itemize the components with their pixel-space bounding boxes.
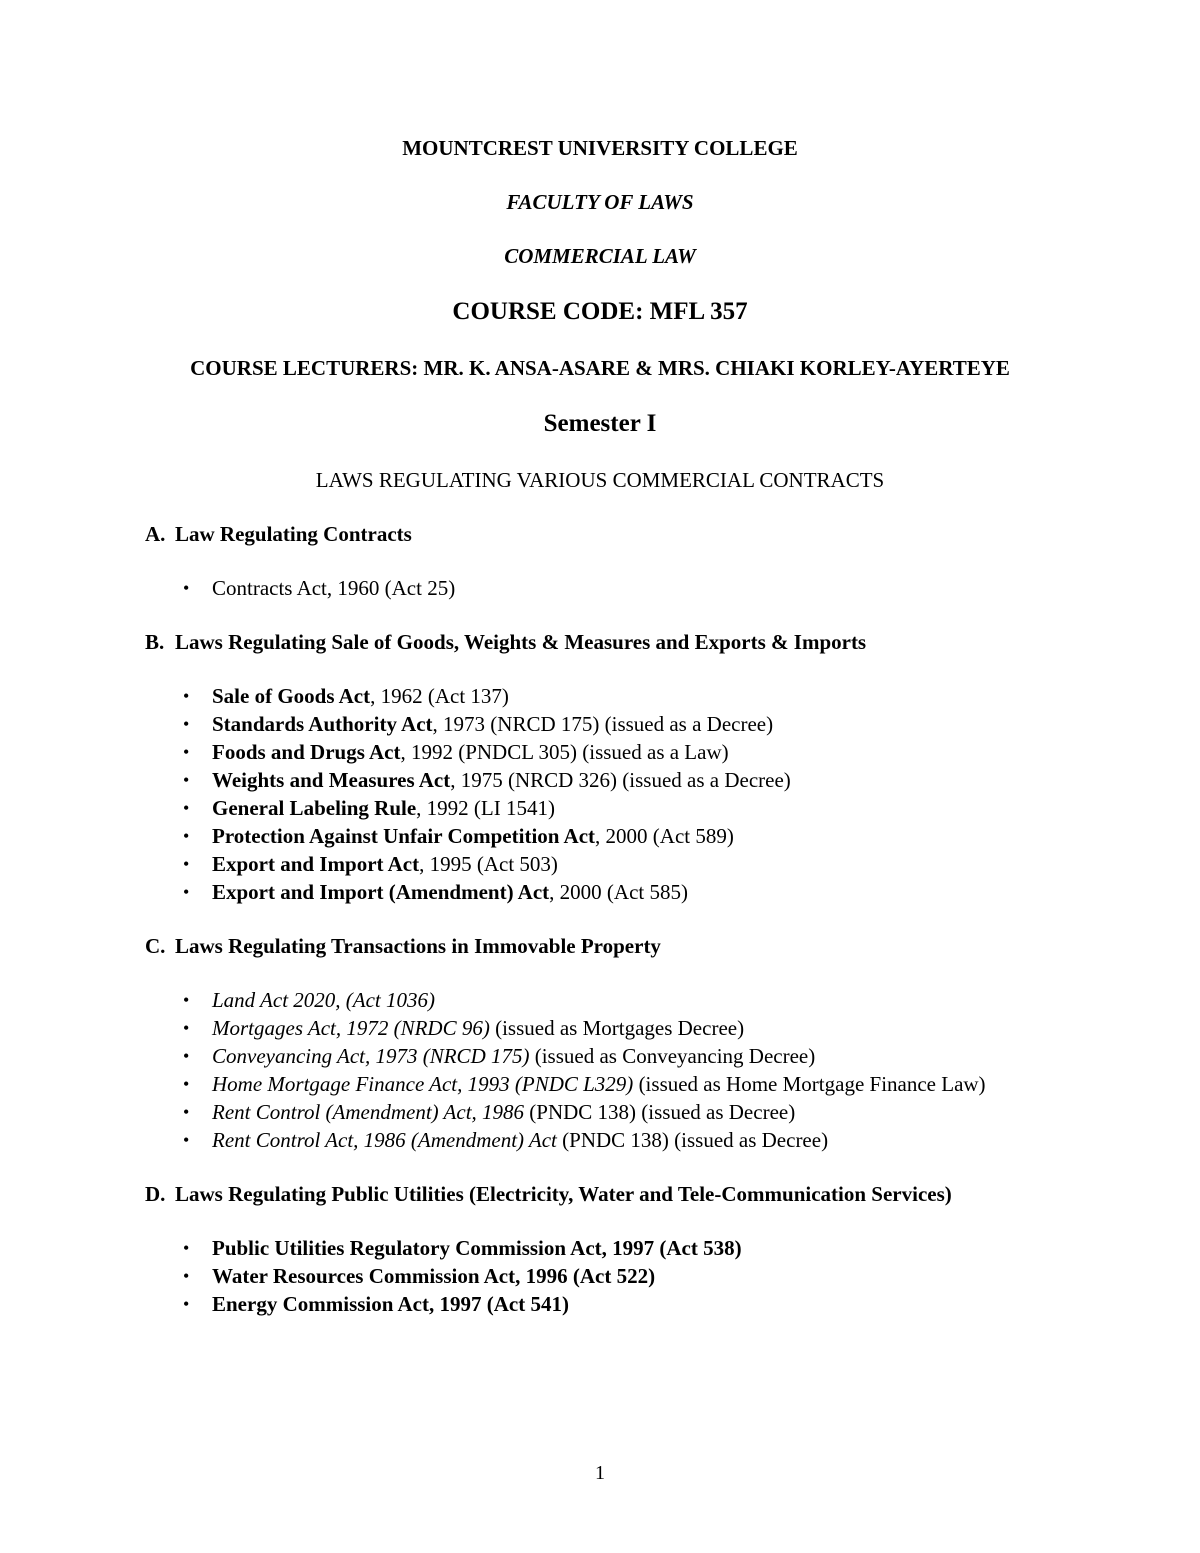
list-item xyxy=(145,1014,1055,1042)
bullet-icon: • xyxy=(183,1018,190,1038)
item-text: Sale of Goods Act xyxy=(212,684,371,708)
section-list xyxy=(145,986,1055,1154)
list-item xyxy=(145,682,1055,710)
item-text: Export and Import Act xyxy=(212,852,420,876)
bullet-icon: • xyxy=(183,1102,190,1122)
item-text: Mortgages Act, 1972 (NRDC 96) xyxy=(212,1016,490,1040)
bullet-icon: • xyxy=(183,826,190,846)
section-heading xyxy=(145,520,1055,548)
item-text: Land Act 2020, (Act 1036) xyxy=(212,988,436,1012)
header-line-0: MOUNTCREST UNIVERSITY COLLEGE xyxy=(402,136,798,160)
page-number: 1 xyxy=(595,1462,605,1484)
section-label: A. xyxy=(145,522,166,546)
section-heading xyxy=(145,1180,1055,1208)
item-text: Export and Import (Amendment) Act xyxy=(212,880,550,904)
bullet-icon: • xyxy=(183,1130,190,1150)
item-text: Energy Commission Act, 1997 (Act 541) xyxy=(212,1292,569,1316)
section-label: D. xyxy=(145,1182,166,1206)
item-text: Contracts Act, 1960 (Act 25) xyxy=(212,576,456,600)
bullet-icon: • xyxy=(183,770,190,790)
bullet-icon: • xyxy=(183,882,190,902)
section-label: B. xyxy=(145,630,165,654)
item-text: Rent Control Act, 1986 (Amendment) Act xyxy=(212,1128,557,1152)
section-d xyxy=(145,1180,1055,1318)
document-header xyxy=(145,134,1055,494)
header-line-6: LAWS REGULATING VARIOUS COMMERCIAL CONTRACTS xyxy=(315,468,885,492)
list-item xyxy=(145,986,1055,1014)
item-text: (issued as Home Mortgage Finance Law) xyxy=(633,1072,986,1096)
list-item xyxy=(145,766,1055,794)
header-line-3: COURSE CODE: MFL 357 xyxy=(452,298,748,325)
header-line-2: COMMERCIAL LAW xyxy=(504,244,696,268)
item-text: , 2000 (Act 585) xyxy=(549,880,688,904)
item-text: , 1975 (NRCD 326) (issued as a Decree) xyxy=(450,768,791,792)
bullet-icon: • xyxy=(183,798,190,818)
list-item xyxy=(145,1262,1055,1290)
item-text: , 1995 (Act 503) xyxy=(419,852,558,876)
item-text: Standards Authority Act xyxy=(212,712,433,736)
list-item xyxy=(145,1234,1055,1262)
item-text: (issued as Mortgages Decree) xyxy=(489,1016,745,1040)
section-title: Laws Regulating Transactions in Immovable Property xyxy=(175,934,661,958)
item-text: , 1962 (Act 137) xyxy=(370,684,509,708)
list-item xyxy=(145,1070,1055,1098)
bullet-icon: • xyxy=(183,990,190,1010)
section-a xyxy=(145,520,1055,602)
bullet-icon: • xyxy=(183,686,190,706)
list-item xyxy=(145,794,1055,822)
document-body xyxy=(145,520,1055,1318)
bullet-icon: • xyxy=(183,854,190,874)
item-text: (PNDC 138) (issued as Decree) xyxy=(524,1100,796,1124)
section-b xyxy=(145,628,1055,906)
bullet-icon: • xyxy=(183,1294,190,1314)
section-list xyxy=(145,682,1055,906)
item-text: Foods and Drugs Act xyxy=(212,740,401,764)
section-title: Laws Regulating Public Utilities (Electricity, Water and Tele-Communication Services) xyxy=(175,1182,952,1206)
item-text: (issued as Conveyancing Decree) xyxy=(529,1044,816,1068)
bullet-icon: • xyxy=(183,742,190,762)
item-text: , 1992 (LI 1541) xyxy=(416,796,555,820)
list-item xyxy=(145,710,1055,738)
list-item xyxy=(145,878,1055,906)
bullet-icon: • xyxy=(183,1238,190,1258)
item-text: Weights and Measures Act xyxy=(212,768,451,792)
item-text: , 1992 (PNDCL 305) (issued as a Law) xyxy=(400,740,729,764)
list-item xyxy=(145,1290,1055,1318)
list-item xyxy=(145,574,1055,602)
item-text: Public Utilities Regulatory Commission Act, 1997 (Act 538) xyxy=(212,1236,742,1260)
item-text: Water Resources Commission Act, 1996 (Act 522) xyxy=(212,1264,656,1288)
bullet-icon: • xyxy=(183,578,190,598)
section-heading xyxy=(145,932,1055,960)
bullet-icon: • xyxy=(183,1074,190,1094)
item-text: , 1973 (NRCD 175) (issued as a Decree) xyxy=(432,712,774,736)
header-line-1: FACULTY OF LAWS xyxy=(506,190,694,214)
list-item xyxy=(145,822,1055,850)
item-text: General Labeling Rule xyxy=(212,796,417,820)
list-item xyxy=(145,1098,1055,1126)
header-line-4: COURSE LECTURERS: MR. K. ANSA-ASARE & MRS. CHIAKI KORLEY-AYERTEYE xyxy=(190,356,1010,380)
item-text: Rent Control (Amendment) Act, 1986 xyxy=(212,1100,525,1124)
list-item xyxy=(145,738,1055,766)
list-item xyxy=(145,850,1055,878)
section-c xyxy=(145,932,1055,1154)
section-list xyxy=(145,574,1055,602)
item-text: , 2000 (Act 589) xyxy=(595,824,734,848)
list-item xyxy=(145,1042,1055,1070)
list-item xyxy=(145,1126,1055,1154)
section-label: C. xyxy=(145,934,166,958)
item-text: Home Mortgage Finance Act, 1993 (PNDC L329) xyxy=(212,1072,634,1096)
section-list xyxy=(145,1234,1055,1318)
section-title: Law Regulating Contracts xyxy=(175,522,412,546)
item-text: (PNDC 138) (issued as Decree) xyxy=(556,1128,829,1152)
bullet-icon: • xyxy=(183,1046,190,1066)
bullet-icon: • xyxy=(183,714,190,734)
section-title: Laws Regulating Sale of Goods, Weights & Measures and Exports & Imports xyxy=(175,630,867,654)
item-text: Conveyancing Act, 1973 (NRCD 175) xyxy=(212,1044,530,1068)
item-text: Protection Against Unfair Competition Act xyxy=(212,824,596,848)
header-line-5: Semester I xyxy=(543,410,657,437)
section-heading xyxy=(145,628,1055,656)
bullet-icon: • xyxy=(183,1266,190,1286)
